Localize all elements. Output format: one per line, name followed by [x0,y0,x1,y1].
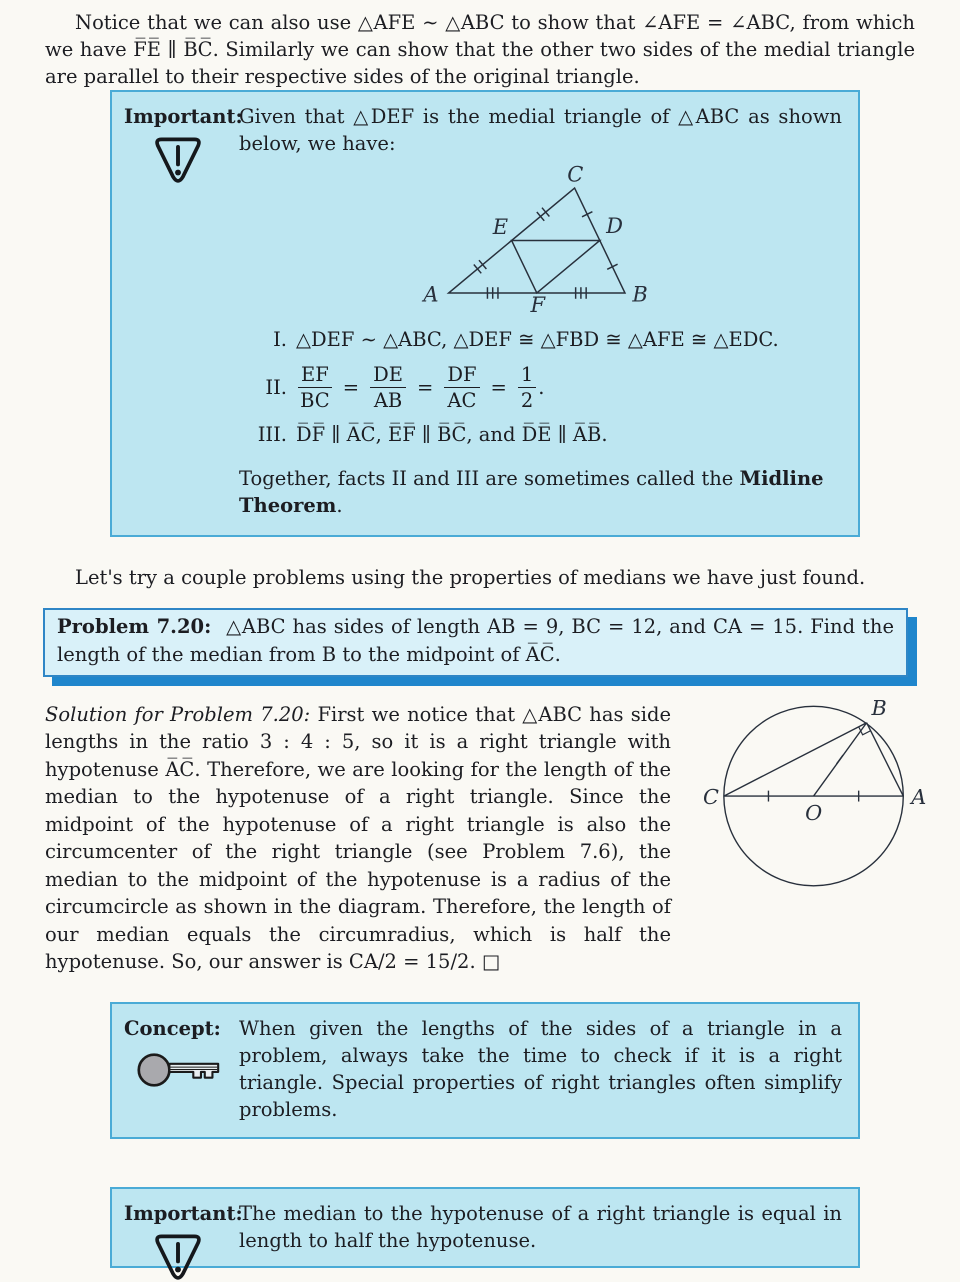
important-box-median-hypotenuse [110,1187,860,1268]
concept-box [110,1002,860,1139]
important-box-2-text: The median to the hypotenuse of a right triangle is equal in length to half the hypotenuse. [239,1201,842,1252]
midline-theorem-name: Midline Theorem [239,466,824,517]
midline-theorem-note: Together, facts II and III are sometimes called the Midline Theorem. [239,466,824,517]
important-box-statement: Given that △DEF is the medial triangle of △ABC as shown below, we have: [239,105,842,155]
statement-2-period: . [538,376,545,400]
circle-label-b: B [871,695,887,720]
intro-paragraph: Notice that we can also use △AFE ∼ △ABC to show that ∠AFE = ∠ABC, from which we have F̅E̅ ∥ B̅C̅. Similarly we can show that the other two sides of the medial triangle are parallel to their respective sides of the original triangle. [45,11,915,88]
exclamation-triangle-icon [154,135,202,185]
statement-2-label: II. [265,376,287,400]
concept-box-head [122,1015,234,1093]
fraction-ef-bc: $\frac{EF}{BC}$ [298,363,332,413]
concept-label: Concept: [124,1016,221,1040]
circumcircle-figure [687,691,955,919]
solution-body: First we notice that △ABC has side lengths in the ratio 3 : 4 : 5, so it is a right triangle with hypotenuse A̅C̅. Therefore, we are looking for the length of the median to the hypotenuse of a right triangle. Since the midpoint of the hypotenuse of a right triangle is also the circumcenter of the right triangle (see Problem 7.6), the median to the midpoint of the hypotenuse is a radius of the circumcircle as shown in the diagram. Therefore, the length of our median equals the circumradius, which is half the hypotenuse. So, our answer is CA/2 = 15/2. □ [45,702,672,974]
important-box-2-head [122,1200,243,1282]
important-label: Important: [124,1201,243,1225]
equals-sign: = [490,376,507,400]
fraction-df-ac: $\frac{DF}{AC}$ [444,363,479,413]
important-label: Important: [124,105,243,128]
key-icon [134,1047,222,1093]
statement-2 [239,363,842,413]
solution-lead: Solution for Problem 7.20: [45,702,311,726]
solution-section [45,695,955,976]
statement-3-text: D̅F̅ ∥ A̅C̅, E̅F̅ ∥ B̅C̅, and D̅E̅ ∥ A̅B̅. [296,422,608,446]
vertex-label-b: B [631,282,648,307]
statement-3 [239,421,842,448]
statement-1-label: I. [273,328,287,351]
transition-paragraph: Let's try a couple problems using the properties of medians we have just found. [75,565,866,589]
statement-1-text: △DEF ∼ △ABC, △DEF ≅ △FBD ≅ △AFE ≅ △EDC. [296,328,779,351]
medial-triangle-figure [415,162,667,317]
equals-sign: = [416,376,434,400]
statement-1 [239,326,842,353]
circle-label-o: O [805,800,823,825]
vertex-label-e: E [492,215,508,240]
vertex-label-d: D [605,214,623,239]
fraction-de-ab: $\frac{DE}{AB}$ [370,363,406,413]
exclamation-triangle-icon [154,1232,202,1282]
vertex-label-c: C [566,162,583,187]
fraction-one-half: $\frac{1}{2}$ [518,363,536,413]
problem-number-label: Problem 7.20: [57,614,212,638]
vertex-label-f: F [530,292,545,317]
important-box-head [122,103,243,185]
concept-text: When given the lengths of the sides of a triangle in a problem, always take the time to check if it is a right triangle. Special properties of right triangles often simplify problems. [239,1016,842,1121]
circle-label-a: A [911,784,927,809]
important-box-medial-triangle [110,90,860,537]
problem-7-20-box [43,608,908,677]
equals-sign: = [342,376,360,400]
circle-label-c: C [703,784,719,809]
vertex-label-a: A [422,282,439,307]
problem-statement: △ABC has sides of length AB = 9, BC = 12, and CA = 15. Find the length of the median from B to the midpoint of A̅C̅. [57,614,894,666]
statement-3-label: III. [257,422,287,446]
